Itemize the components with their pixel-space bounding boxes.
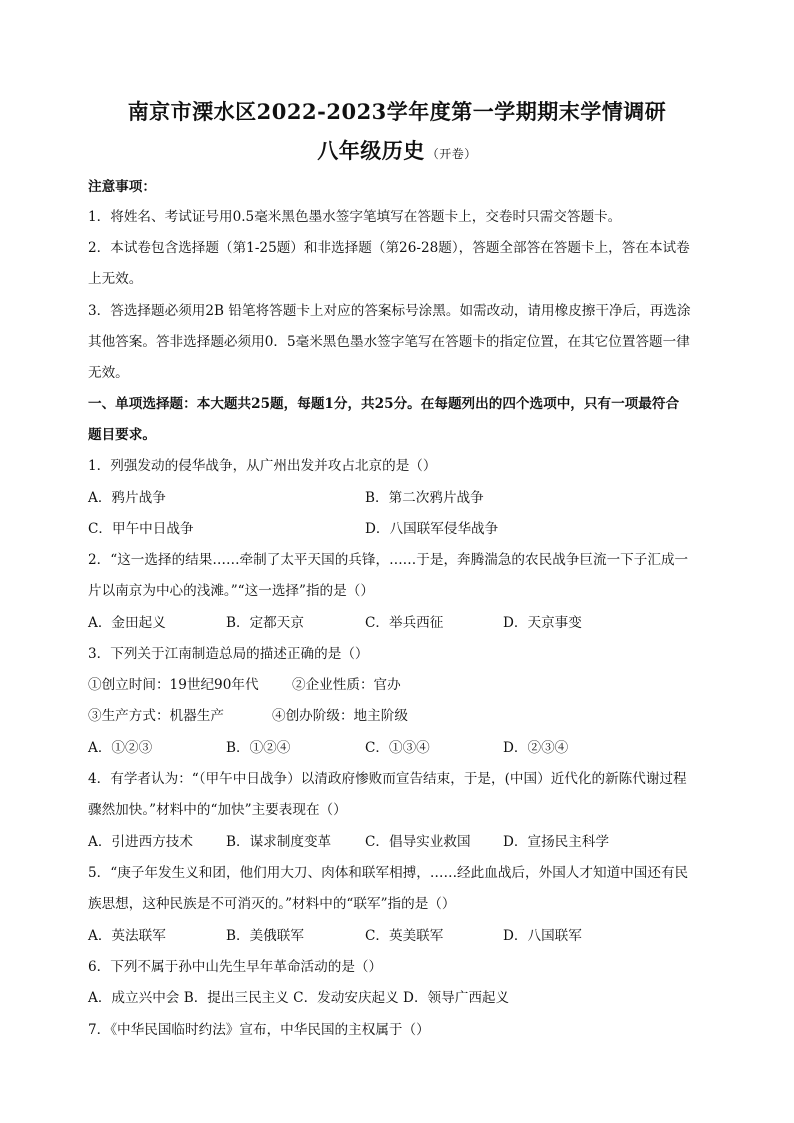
question-4-option-a: A．引进西方技术 xyxy=(88,834,193,850)
question-6-options: A．成立兴中会 B．提出三民主义 C．发动安庆起义 D．领导广西起义 xyxy=(88,990,510,1006)
question-4-stem-line-1: 4．有学者认为：“（甲午中日战争）以清政府惨败而宣告结束，于是，(中国）近代化的新陈代谢过程 xyxy=(88,771,687,787)
notice-item-2-line-1: 2．本试卷包含选择题（第1-25题）和非选择题（第26-28题），答题全部答在答题卡上，答在本试卷 xyxy=(88,240,690,256)
question-1-option-c: C．甲午中日战争 xyxy=(88,521,194,537)
question-3-item-4: ④创办阶级：地主阶级 xyxy=(272,708,408,724)
question-2-stem-line-2: 片以南京为中心的浅滩。”“这一选择”指的是（） xyxy=(88,583,374,599)
question-2-stem-line-1: 2．“这一选择的结果……牵制了太平天国的兵锋，……于是，奔腾湍急的农民战争巨流一下子汇成一 xyxy=(88,552,689,568)
question-3-option-b: B．①②④ xyxy=(226,740,291,756)
question-1-stem: 1．列强发动的侵华战争，从广州出发并攻占北京的是（） xyxy=(88,458,437,474)
question-2-option-c: C．举兵西征 xyxy=(365,615,444,631)
notice-heading: 注意事项： xyxy=(88,179,156,195)
question-3-option-a: A．①②③ xyxy=(88,740,153,756)
notice-item-1: 1．将姓名、考试证号用0.5毫米黑色墨水签字笔填写在答题卡上，交卷时只需交答题卡。 xyxy=(88,209,622,225)
question-5-option-c: C．英美联军 xyxy=(365,928,444,944)
question-1-option-a: A．鸦片战争 xyxy=(88,490,166,506)
question-5-stem-line-1: 5．“庚子年发生义和团，他们用大刀、肉体和联军相搏，……经此血战后，外国人才知道中国还有民 xyxy=(88,865,689,881)
question-4-stem-line-2: 骤然加快。”材料中的“加快”主要表现在（） xyxy=(88,802,347,818)
question-3-option-c: C．①③④ xyxy=(365,740,430,756)
question-2-option-b: B．定都天京 xyxy=(226,615,304,631)
notice-item-3-line-1: 3．答选择题必须用2B 铅笔将答题卡上对应的答案标号涂黑。如需改动，请用橡皮擦干净后，再选涂 xyxy=(88,303,691,319)
question-2-option-d: D．天京事变 xyxy=(503,615,582,631)
section-1-heading-line-2: 题目要求。 xyxy=(88,427,156,443)
question-3-option-d: D．②③④ xyxy=(503,740,569,756)
question-5-option-a: A．英法联军 xyxy=(88,928,166,944)
question-3-item-2: ②企业性质：官办 xyxy=(292,677,401,693)
question-4-option-d: D．宣扬民主科学 xyxy=(503,834,610,850)
question-5-option-b: B．美俄联军 xyxy=(226,928,304,944)
question-1-option-b: B．第二次鸦片战争 xyxy=(365,490,484,506)
notice-item-3-line-2: 其他答案。答非选择题必须用0．5毫米黑色墨水签字笔写在答题卡的指定位置，在其它位置答题一律 xyxy=(88,334,690,350)
question-5-stem-line-2: 族思想，这种民族是不可消灭的。”材料中的“联军”指的是（） xyxy=(88,896,456,912)
subject-name: 八年级历史 xyxy=(317,138,425,163)
exam-title: 南京市溧水区2022-2023学年度第一学期期末学情调研 xyxy=(127,99,667,124)
section-1-heading-line-1: 一、单项选择题：本大题共25题，每题1分，共25分。在每题列出的四个选项中，只有一项最符合 xyxy=(88,396,680,412)
question-2-option-a: A．金田起义 xyxy=(88,615,166,631)
question-6-stem: 6．下列不属于孙中山先生早年革命活动的是（） xyxy=(88,959,383,975)
question-3-item-1: ①创立时间：19世纪90年代 xyxy=(88,677,259,693)
question-3-item-3: ③生产方式：机器生产 xyxy=(88,708,224,724)
question-3-stem: 3．下列关于江南制造总局的描述正确的是（） xyxy=(88,646,369,662)
notice-item-2-line-2: 上无效。 xyxy=(88,271,143,287)
exam-subtitle xyxy=(0,135,794,165)
notice-item-3-line-3: 无效。 xyxy=(88,365,129,381)
question-4-option-c: C．倡导实业救国 xyxy=(365,834,471,850)
question-7-stem: 7．《中华民国临时约法》宣布，中华民国的主权属于（） xyxy=(88,1022,430,1038)
subject-note: （开卷） xyxy=(426,147,477,161)
question-4-option-b: B．谋求制度变革 xyxy=(226,834,332,850)
question-5-option-d: D．八国联军 xyxy=(503,928,582,944)
question-1-option-d: D．八国联军侵华战争 xyxy=(365,521,499,537)
